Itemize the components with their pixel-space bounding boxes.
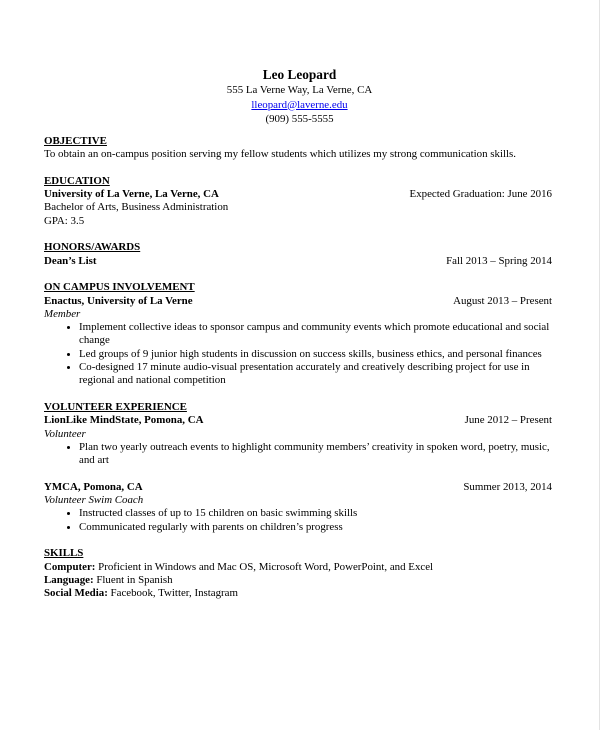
resume-body	[44, 135, 552, 600]
list-item: • Instructed classes of up to 15 children on basic swimming skills	[79, 507, 552, 520]
list-item: • Led groups of 9 junior high students in discussion on success skills, business ethics, and personal finances	[79, 348, 552, 361]
volunteer-role-2: Volunteer Swim Coach	[44, 494, 144, 507]
volunteer-section	[44, 401, 552, 534]
volunteer-role-1: Volunteer	[44, 427, 86, 440]
honors-section	[44, 241, 552, 268]
campus-title: ON CAMPUS INVOLVEMENT	[44, 281, 195, 294]
school-name: University of La Verne, La Verne, CA	[44, 188, 219, 201]
address: 555 La Verne Way, La Verne, CA	[226, 84, 373, 96]
volunteer-date-2: Summer 2013, 2014	[463, 480, 552, 493]
education-section	[44, 175, 552, 228]
objective-title: OBJECTIVE	[44, 135, 107, 147]
list-item: • Plan two yearly outreach events to highlight community members’ creativity in spoken word, poetry, music, and art	[79, 441, 552, 468]
skill-label: Computer:	[44, 560, 96, 573]
campus-org: Enactus, University of La Verne	[44, 294, 193, 307]
resume-header	[0, 67, 599, 127]
skill-value: Proficient in Windows and Mac OS, Microsoft Word, PowerPoint, and Excel	[95, 560, 434, 573]
award-name: Dean’s List	[44, 254, 97, 267]
email-link[interactable]: lleopard@laverne.edu	[251, 98, 348, 111]
skill-computer	[44, 561, 552, 574]
volunteer-title: VOLUNTEER EXPERIENCE	[44, 400, 187, 413]
objective-text: To obtain an on-campus position serving my fellow students which utilizes my strong communication skills.	[44, 148, 517, 161]
campus-section	[44, 281, 552, 387]
skill-social-media	[44, 587, 552, 600]
objective-section	[44, 135, 552, 162]
candidate-name: Leo Leopard	[262, 67, 337, 82]
skill-label: Language:	[44, 573, 94, 586]
volunteer-date-1: June 2012 – Present	[464, 414, 552, 427]
award-date: Fall 2013 – Spring 2014	[446, 254, 552, 267]
education-title: EDUCATION	[44, 174, 110, 187]
skills-section	[44, 547, 552, 600]
campus-bullet-list	[44, 321, 552, 387]
honors-title: HONORS/AWARDS	[44, 241, 141, 254]
list-item: • Communicated regularly with parents on children’s progress	[79, 521, 552, 534]
skill-label: Social Media:	[44, 587, 108, 600]
skill-value: Facebook, Twitter, Instagram	[107, 587, 238, 600]
volunteer-org-2: YMCA, Pomona, CA	[44, 480, 143, 493]
list-item: • Co-designed 17 minute audio-visual presentation accurately and creatively describing project for use in regional and national competition	[79, 361, 552, 388]
volunteer-org-1: LionLike MindState, Pomona, CA	[44, 414, 204, 427]
volunteer-bullet-list-2	[44, 507, 552, 534]
skill-value: Fluent in Spanish	[93, 573, 173, 586]
degree: Bachelor of Arts, Business Administration	[44, 201, 229, 214]
graduation-date: Expected Graduation: June 2016	[409, 188, 552, 201]
gpa: GPA: 3.5	[44, 214, 85, 227]
skill-language	[44, 574, 552, 587]
campus-role: Member	[44, 307, 81, 320]
campus-date: August 2013 – Present	[453, 294, 552, 307]
volunteer-bullet-list-1	[44, 441, 552, 468]
skills-title: SKILLS	[44, 547, 84, 560]
list-item: • Implement collective ideas to sponsor campus and community events which promote educational and social change	[79, 321, 552, 348]
phone: (909) 555-5555	[265, 113, 334, 125]
